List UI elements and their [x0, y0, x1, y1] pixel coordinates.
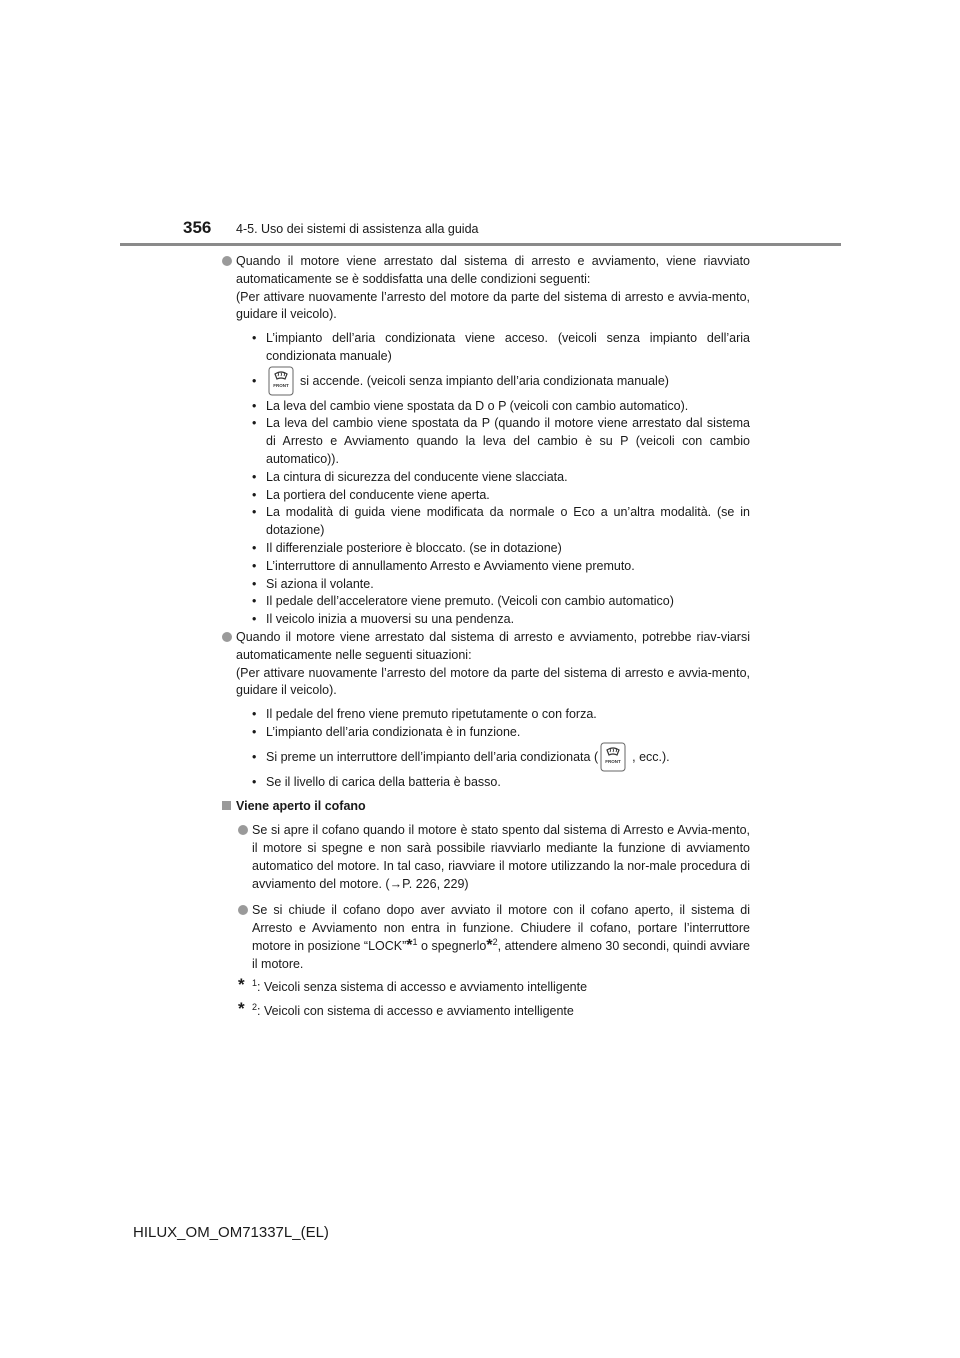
- section-heading: Viene aperto il cofano: [222, 798, 750, 816]
- paragraph-text: Quando il motore viene arrestato dal sistema di arresto e avviamento, potrebbe riav-viarsi automaticamente nelle seguenti situazioni:: [236, 629, 750, 662]
- list-item: • La leva del cambio viene spostata da P (quando il motore viene arrestato dal sistema di Arresto e Avviamento quando la leva del cambio è su P (veicoli con cambio automatico)).: [252, 416, 750, 466]
- circle-bullet-icon: [238, 825, 248, 835]
- list-item: • L’impianto dell’aria condizionata è in funzione.: [252, 724, 521, 739]
- list-item: • Il pedale del freno viene premuto ripetutamente o con forza.: [252, 707, 597, 722]
- header-rule: [120, 243, 841, 246]
- list-item: • Se il livello di carica della batteria è basso.: [252, 774, 501, 789]
- document-id: HILUX_OM_OM71337L_(EL): [133, 1224, 329, 1241]
- paragraph-note: (Per attivare nuovamente l’arresto del motore da parte del sistema di arresto e avvia-mento, guidare il veicolo).: [236, 665, 750, 698]
- circle-bullet-icon: [222, 256, 232, 266]
- bullet-paragraph-auto-restart: [222, 253, 750, 324]
- asterisk-icon: *: [406, 936, 413, 954]
- condition-list-2: [252, 706, 750, 791]
- page-reference-link[interactable]: P. 226, 229): [402, 876, 469, 891]
- list-item: • La leva del cambio viene spostata da D o P (veicoli con cambio automatico).: [252, 398, 689, 413]
- asterisk-icon: *: [238, 975, 245, 995]
- list-item: • FRONT si accende. (veicoli senza impianto dell’aria condizionata manuale): [252, 366, 750, 398]
- footnote-2: * $^2$: Veicoli con sistema di accesso e avviamento intelligente: [238, 999, 574, 1019]
- list-item: • Si preme un interruttore dell’impianto dell’aria condizionata ( FRONT , ecc.).: [252, 742, 750, 774]
- list-item: • Si aziona il volante.: [252, 576, 374, 591]
- asterisk-icon: *: [238, 999, 245, 1019]
- section-title: 4-5. Uso dei sistemi di assistenza alla guida: [236, 222, 479, 236]
- front-defroster-icon: [600, 742, 626, 772]
- circle-bullet-icon: [238, 905, 248, 915]
- svg-text:FRONT: FRONT: [273, 383, 289, 389]
- condition-list-1: [252, 330, 750, 629]
- list-item: • La portiera del conducente viene aperta.: [252, 487, 490, 502]
- bullet-paragraph-hood-close: Se si chiude il cofano dopo aver avviato il motore con il cofano aperto, il sistema di Arresto e Avviamento non entra in funzione. Chiudere il cofano, portare l’interruttore motore in posizione “LOCK”*$^1$ o spegnerlo*$^2$, attendere almeno 30 secondi, quindi avviare il motore.: [238, 902, 750, 973]
- paragraph-note: (Per attivare nuovamente l’arresto del motore da parte del sistema di arresto e avvia-mento, guidare il veicolo).: [236, 289, 750, 322]
- list-item: • La cintura di sicurezza del conducente viene slacciata.: [252, 469, 568, 484]
- main-content: [222, 253, 750, 1021]
- arrow-icon: →: [389, 876, 403, 891]
- paragraph-text: Quando il motore viene arrestato dal sistema di arresto e avviamento, viene riavviato automaticamente se è soddisfatta una delle condizioni seguenti:: [236, 254, 750, 286]
- list-item: • L’impianto dell’aria condizionata viene acceso. (veicoli senza impianto dell’aria condizionata manuale): [252, 331, 750, 363]
- svg-text:FRONT: FRONT: [605, 759, 621, 765]
- footnote-1: * $^1$: Veicoli senza sistema di accesso e avviamento intelligente: [238, 975, 588, 995]
- circle-bullet-icon: [222, 632, 232, 642]
- list-item: • L’interruttore di annullamento Arresto e Avviamento viene premuto.: [252, 558, 635, 573]
- list-item: • Il veicolo inizia a muoversi su una pendenza.: [252, 612, 515, 627]
- front-defroster-icon: [268, 366, 294, 396]
- hood-section: [238, 822, 750, 1021]
- asterisk-icon: *: [486, 936, 493, 954]
- bullet-paragraph-possible-restart: [222, 629, 750, 700]
- list-item: • Il differenziale posteriore è bloccato. (se in dotazione): [252, 540, 562, 555]
- page-number: 356: [183, 218, 212, 237]
- bullet-paragraph-hood-open: Se si apre il cofano quando il motore è stato spento dal sistema di Arresto e Avvia-mento, il motore si spegne e non sarà possibile riavviarlo mediante la funzione di avviamento automatico del motore. In tal caso, riavviare il motore utilizzando la nor-male procedura di avviamento del motore. (→P. 226, 229): [238, 822, 750, 893]
- list-item: • Il pedale dell’acceleratore viene premuto. (Veicoli con cambio automatico): [252, 594, 674, 609]
- square-bullet-icon: [222, 801, 231, 810]
- list-item: • La modalità di guida viene modificata da normale o Eco a un’altra modalità. (se in dotazione): [252, 505, 750, 538]
